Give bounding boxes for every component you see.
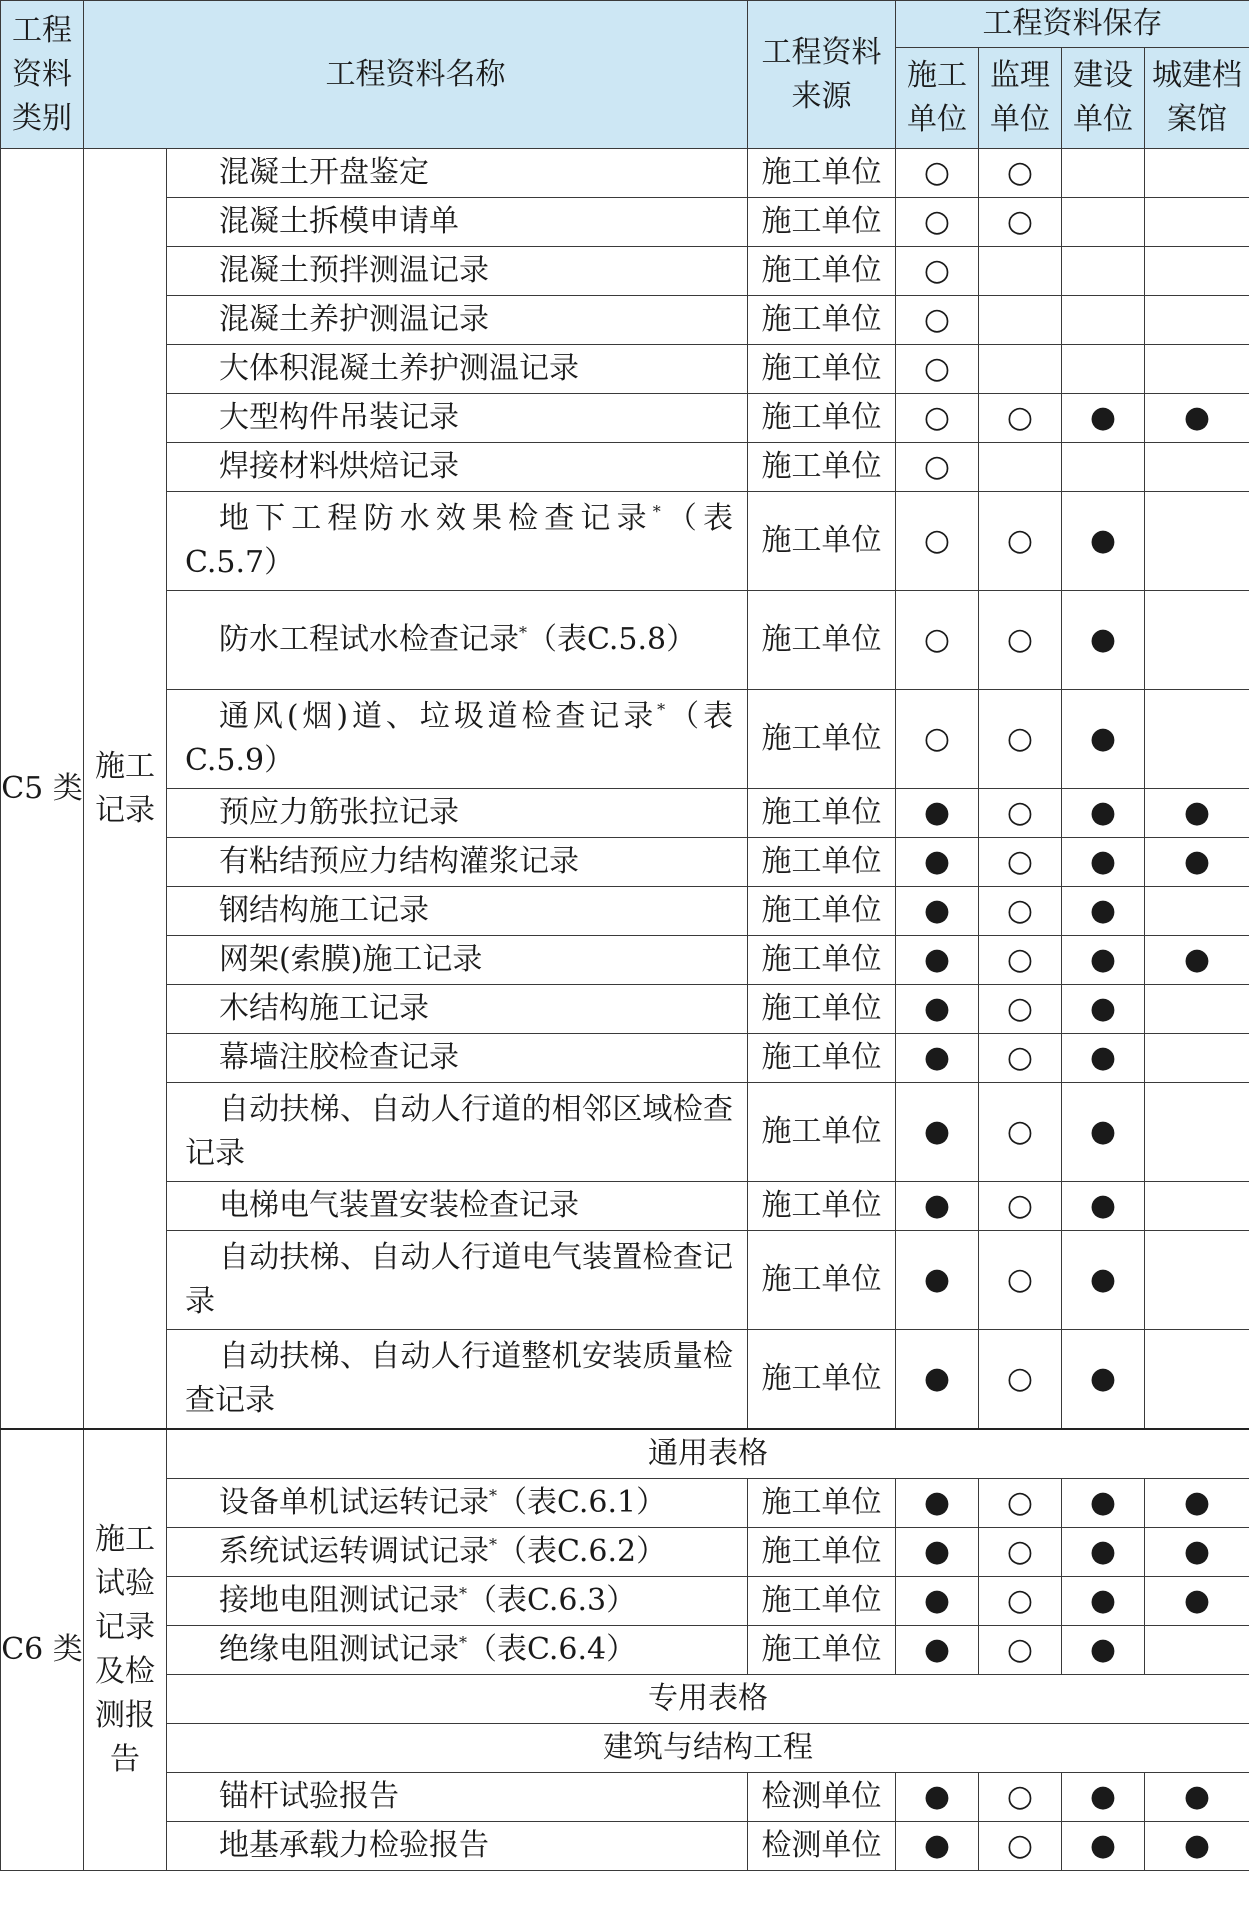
record-source: 施工单位 [748,789,896,838]
record-name [167,1083,748,1182]
mark-supervision: ○ [979,149,1062,198]
mark-supervision: ○ [979,1822,1062,1871]
record-source: 施工单位 [748,936,896,985]
record-name [167,296,748,345]
record-source: 施工单位 [748,247,896,296]
record-name-text [185,151,733,195]
mark-supervision [979,345,1062,394]
mark-construction: ○ [896,149,979,198]
record-source: 施工单位 [748,1479,896,1528]
record-source: 施工单位 [748,149,896,198]
mark-archive [1145,198,1249,247]
record-source: 施工单位 [748,345,896,394]
subcategory-test-reports: 施工试验记录及检测报告 [84,1429,167,1871]
table-row [1,1626,1249,1675]
record-name [167,492,748,591]
mark-archive [1145,1034,1249,1083]
mark-archive [1145,345,1249,394]
mark-owner: ● [1062,492,1145,591]
record-name-text [185,1579,733,1623]
record-source: 施工单位 [748,492,896,591]
mark-supervision: ○ [979,492,1062,591]
mark-owner: ● [1062,591,1145,690]
mark-owner: ● [1062,789,1145,838]
record-name-main: 接地电阻测试记录 [219,1583,459,1618]
mark-supervision: ○ [979,1182,1062,1231]
record-name-main: 绝缘电阻测试记录 [219,1632,459,1667]
record-name-main: 预应力筋张拉记录 [219,795,459,830]
section-special-forms: 专用表格 [167,1675,1249,1724]
record-name-text [185,1335,733,1423]
record-name-main: 自动扶梯、自动人行道整机安装质量检查记录 [185,1339,733,1418]
record-name-main: 混凝土养护测温记录 [219,302,489,337]
record-name [167,1822,748,1871]
mark-archive [1145,591,1249,690]
table-row [1,1528,1249,1577]
record-name [167,985,748,1034]
required-star: * [459,1633,467,1652]
mark-construction: ● [896,838,979,887]
mark-owner [1062,345,1145,394]
table-row [1,247,1249,296]
mark-archive: ● [1145,1528,1249,1577]
mark-construction: ● [896,1822,979,1871]
record-name-main: 网架(索膜)施工记录 [219,942,483,977]
record-source: 施工单位 [748,1626,896,1675]
record-name-text [185,200,733,244]
record-source: 施工单位 [748,443,896,492]
header-keep: 工程资料保存 [896,1,1249,48]
record-name-main: 焊接材料烘焙记录 [219,449,459,484]
record-name [167,1330,748,1430]
record-name-main: 设备单机试运转记录 [219,1485,489,1520]
required-star: * [489,1486,497,1505]
mark-supervision [979,247,1062,296]
record-name-main: 自动扶梯、自动人行道电气装置检查记录 [185,1240,733,1319]
record-source: 施工单位 [748,296,896,345]
record-name-text [185,1236,733,1324]
mark-archive: ● [1145,1479,1249,1528]
record-name [167,443,748,492]
mark-construction: ● [896,985,979,1034]
mark-archive [1145,985,1249,1034]
mark-archive [1145,443,1249,492]
section-general-forms: 通用表格 [167,1429,1249,1479]
mark-supervision: ○ [979,1231,1062,1330]
table-ref: （表C.6.3） [467,1583,637,1618]
record-name-main: 混凝土拆模申请单 [219,204,459,239]
mark-construction: ● [896,1083,979,1182]
record-name [167,936,748,985]
record-source: 检测单位 [748,1773,896,1822]
record-name [167,1773,748,1822]
record-name-text [185,298,733,342]
record-source: 施工单位 [748,394,896,443]
mark-owner: ● [1062,936,1145,985]
table-row [1,887,1249,936]
record-source: 施工单位 [748,985,896,1034]
mark-supervision: ○ [979,1479,1062,1528]
mark-construction: ● [896,1479,979,1528]
record-name-main: 有粘结预应力结构灌浆记录 [219,844,579,879]
record-name-text [185,1628,733,1672]
table-row [1,296,1249,345]
table-row [1,1231,1249,1330]
record-name-text [185,840,733,884]
required-star: * [459,1584,467,1603]
mark-supervision: ○ [979,1528,1062,1577]
mark-owner: ● [1062,1231,1145,1330]
mark-owner: ● [1062,690,1145,789]
table-row [1,1083,1249,1182]
mark-supervision [979,443,1062,492]
record-name [167,345,748,394]
record-name-main: 地下工程防水效果检查记录 [219,501,653,536]
record-name-text [185,987,733,1031]
record-name [167,1034,748,1083]
record-name-main: 通风(烟)道、垃圾道检查记录 [219,699,658,734]
table-row [1,345,1249,394]
record-name-text [185,396,733,440]
mark-supervision: ○ [979,1577,1062,1626]
table-ref: （表C.6.2） [497,1534,667,1569]
record-name-text [185,347,733,391]
record-name [167,1479,748,1528]
mark-archive: ● [1145,936,1249,985]
mark-construction: ○ [896,690,979,789]
mark-construction: ● [896,1330,979,1430]
mark-owner [1062,296,1145,345]
record-source: 施工单位 [748,1528,896,1577]
mark-supervision: ○ [979,1034,1062,1083]
table-ref: （表C.6.1） [497,1485,667,1520]
mark-construction: ○ [896,345,979,394]
table-row [1,443,1249,492]
mark-archive: ● [1145,1773,1249,1822]
mark-archive: ● [1145,1577,1249,1626]
mark-owner: ● [1062,1822,1145,1871]
mark-archive [1145,247,1249,296]
header-name: 工程资料名称 [84,1,748,149]
mark-archive [1145,296,1249,345]
table-row [1,936,1249,985]
table-row [1,1822,1249,1871]
mark-construction: ● [896,1231,979,1330]
mark-supervision: ○ [979,690,1062,789]
mark-construction: ○ [896,247,979,296]
mark-construction: ● [896,789,979,838]
table-row [1,690,1249,789]
mark-archive: ● [1145,394,1249,443]
mark-owner: ● [1062,1330,1145,1430]
table-row [1,1182,1249,1231]
mark-owner: ● [1062,1479,1145,1528]
record-name-text [185,1184,733,1228]
mark-archive [1145,690,1249,789]
record-name-text [185,889,733,933]
mark-owner: ● [1062,1034,1145,1083]
header-unit-archive: 城建档案馆 [1145,48,1249,149]
record-name-main: 幕墙注胶检查记录 [219,1040,459,1075]
mark-archive [1145,887,1249,936]
record-name-main: 自动扶梯、自动人行道的相邻区域检查记录 [185,1092,733,1171]
table-ref: （表C.5.7） [185,501,734,580]
mark-supervision: ○ [979,198,1062,247]
table-row [1,1330,1249,1430]
mark-archive [1145,1330,1249,1430]
category-c6: C6 类 [1,1429,84,1871]
mark-construction: ○ [896,443,979,492]
table-ref: （表C.5.8） [527,622,697,657]
record-name-text [185,1775,733,1819]
record-source: 施工单位 [748,1577,896,1626]
record-name [167,1577,748,1626]
record-name-main: 大型构件吊装记录 [219,400,459,435]
header-unit-construction: 施工单位 [896,48,979,149]
record-name [167,198,748,247]
mark-construction: ● [896,1034,979,1083]
category-c5: C5 类 [1,149,84,1430]
mark-archive [1145,1231,1249,1330]
mark-construction: ● [896,1773,979,1822]
table-row [1,789,1249,838]
record-name-main: 木结构施工记录 [219,991,429,1026]
mark-supervision: ○ [979,1083,1062,1182]
table-row [1,985,1249,1034]
table-ref: （表C.5.9） [185,699,733,778]
record-name-text [185,791,733,835]
record-name [167,887,748,936]
record-name-text [185,249,733,293]
record-name-text [185,938,733,982]
required-star: * [652,502,661,521]
mark-construction: ○ [896,394,979,443]
record-source: 检测单位 [748,1822,896,1871]
record-name-main: 电梯电气装置安装检查记录 [219,1188,579,1223]
mark-owner: ● [1062,838,1145,887]
record-name [167,1528,748,1577]
record-source: 施工单位 [748,1083,896,1182]
header-category: 工程资料类别 [1,1,84,149]
mark-owner [1062,247,1145,296]
record-name [167,247,748,296]
record-name [167,1182,748,1231]
mark-owner: ● [1062,985,1145,1034]
mark-owner: ● [1062,1083,1145,1182]
record-source: 施工单位 [748,1182,896,1231]
table-ref: （表C.6.4） [467,1632,637,1667]
record-name-main: 大体积混凝土养护测温记录 [219,351,579,386]
required-star: * [519,623,527,642]
table-row [1,1034,1249,1083]
table-row [1,394,1249,443]
record-name-text [185,1530,733,1574]
record-name-text [185,618,733,662]
required-star: * [489,1535,497,1554]
mark-owner: ● [1062,394,1145,443]
header-source: 工程资料来源 [748,1,896,149]
record-name-main: 混凝土开盘鉴定 [219,155,429,190]
record-name [167,149,748,198]
section-row [1,1724,1249,1773]
mark-archive [1145,1182,1249,1231]
record-name [167,591,748,690]
header-unit-supervision: 监理单位 [979,48,1062,149]
record-name [167,838,748,887]
record-source: 施工单位 [748,887,896,936]
mark-construction: ● [896,1577,979,1626]
subcategory-construction-records: 施工记录 [84,149,167,1430]
header-unit-owner: 建设单位 [1062,48,1145,149]
mark-construction: ○ [896,492,979,591]
mark-archive: ● [1145,789,1249,838]
record-source: 施工单位 [748,1231,896,1330]
table-row [1,838,1249,887]
record-source: 施工单位 [748,690,896,789]
mark-owner: ● [1062,1773,1145,1822]
record-name-main: 钢结构施工记录 [219,893,429,928]
mark-construction: ● [896,1182,979,1231]
mark-owner: ● [1062,1577,1145,1626]
mark-supervision: ○ [979,1773,1062,1822]
mark-construction: ● [896,1528,979,1577]
record-name-text [185,1036,733,1080]
mark-supervision [979,296,1062,345]
table-row [1,492,1249,591]
mark-archive [1145,149,1249,198]
mark-archive: ● [1145,1822,1249,1871]
record-name-text [185,1481,733,1525]
record-name [167,1626,748,1675]
record-source: 施工单位 [748,1330,896,1430]
mark-construction: ○ [896,198,979,247]
mark-supervision: ○ [979,394,1062,443]
table-row [1,198,1249,247]
mark-supervision: ○ [979,1330,1062,1430]
mark-supervision: ○ [979,838,1062,887]
mark-construction: ● [896,1626,979,1675]
record-name-text [185,445,733,489]
mark-archive [1145,492,1249,591]
mark-supervision: ○ [979,887,1062,936]
mark-archive: ● [1145,838,1249,887]
mark-owner: ● [1062,1182,1145,1231]
required-star: * [657,700,666,719]
mark-owner [1062,149,1145,198]
record-source: 施工单位 [748,198,896,247]
mark-construction: ○ [896,296,979,345]
table-row [1,591,1249,690]
record-name [167,1231,748,1330]
mark-archive [1145,1083,1249,1182]
section-row [1,1675,1249,1724]
mark-owner: ● [1062,1626,1145,1675]
section-row [1,1429,1249,1479]
table-row [1,1577,1249,1626]
table-row [1,1479,1249,1528]
table-row [1,149,1249,198]
record-name-main: 系统试运转调试记录 [219,1534,489,1569]
mark-construction: ● [896,936,979,985]
record-name-text [185,1824,733,1868]
mark-owner: ● [1062,887,1145,936]
mark-owner [1062,443,1145,492]
mark-construction: ● [896,887,979,936]
mark-supervision: ○ [979,789,1062,838]
record-name [167,789,748,838]
mark-owner: ● [1062,1528,1145,1577]
mark-supervision: ○ [979,1626,1062,1675]
mark-supervision: ○ [979,936,1062,985]
record-name-main: 防水工程试水检查记录 [219,622,519,657]
table-row [1,1773,1249,1822]
record-name-main: 混凝土预拌测温记录 [219,253,489,288]
record-source: 施工单位 [748,1034,896,1083]
mark-supervision: ○ [979,985,1062,1034]
mark-archive [1145,1626,1249,1675]
mark-construction: ○ [896,591,979,690]
record-source: 施工单位 [748,838,896,887]
record-name-text [185,1088,733,1176]
section-building-structure: 建筑与结构工程 [167,1724,1249,1773]
record-name [167,690,748,789]
record-name-text [185,695,733,783]
mark-owner [1062,198,1145,247]
record-name-main: 地基承载力检验报告 [219,1828,489,1863]
mark-supervision: ○ [979,591,1062,690]
record-name-main: 锚杆试验报告 [219,1779,399,1814]
record-name-text [185,497,733,585]
record-source: 施工单位 [748,591,896,690]
record-name [167,394,748,443]
